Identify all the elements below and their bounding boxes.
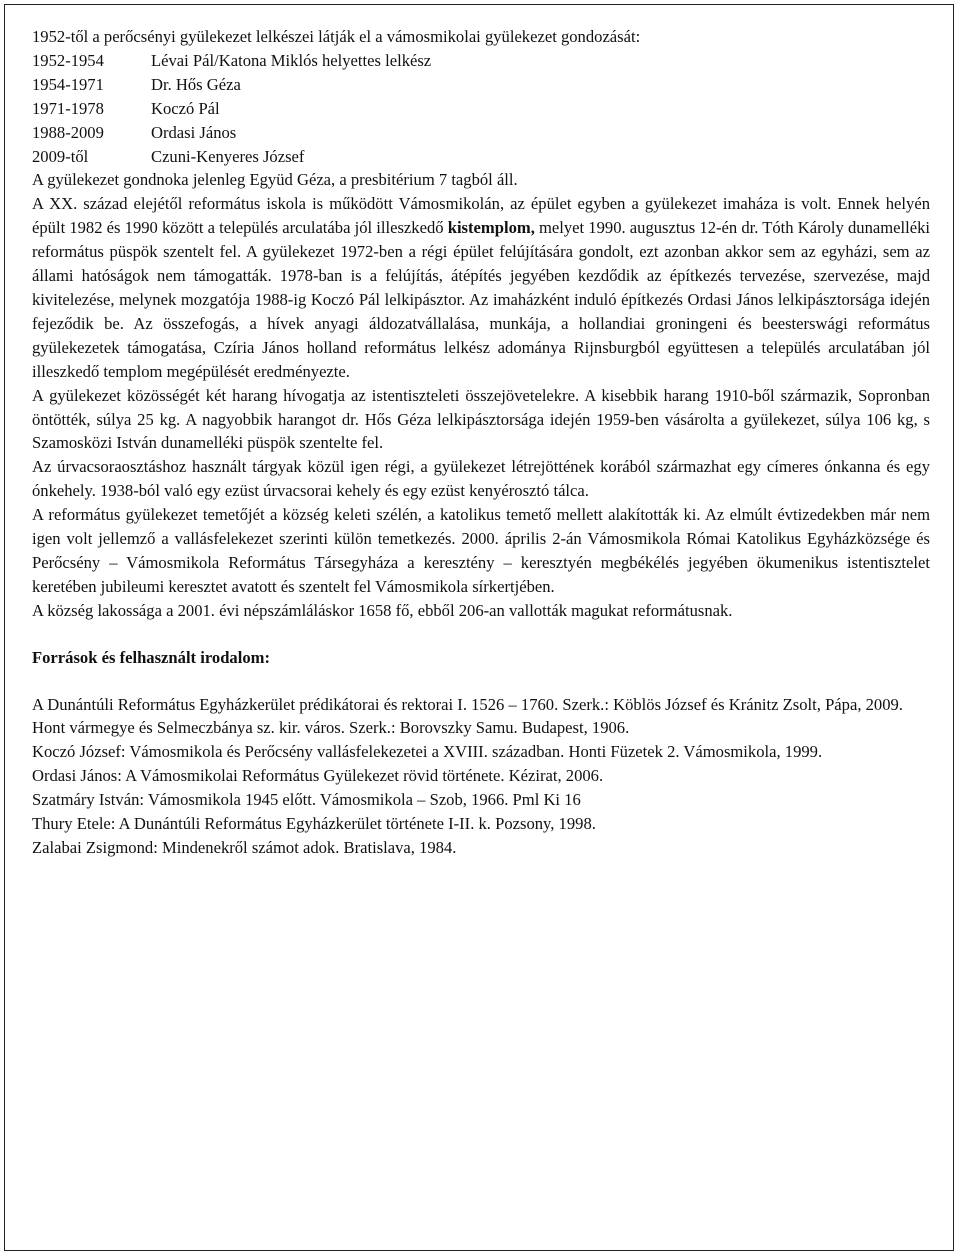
source-item: A Dunántúli Református Egyházkerület prédikátorai és rektorai I. 1526 – 1760. Szerk.: Köblös József és Kránitz Zsolt, Pápa, 2009.: [32, 694, 903, 714]
pastor-name: Ordasi János: [151, 122, 237, 142]
pastor-name: Koczó Pál: [151, 98, 220, 118]
cemetery-paragraph: A református gyülekezet temetőjét a község keleti szélén, a katolikus temető mellett alakították ki. Az elmúlt évtizedekben már nem igen volt jellemző a vallásfelekezet szerinti külön temetkezés. 2000. április 2-án Vámosmikola Római Katolikus Egyházközsége és Perőcsény – Vámosmikola Református Társegyháza a keresztény – keresztyén megbékélés jegyében ökumenikus istentisztelet keretében jubileumi keresztet avatott és szentelt fel Vámosmikola sírkertjében.: [32, 505, 930, 596]
pastor-years: 2009-től: [32, 146, 89, 166]
pastor-entry: [32, 145, 930, 169]
communion-paragraph: Az úrvacsoraosztáshoz használt tárgyak közül igen régi, a gyülekezet létrejöttének korából származhat egy címeres ónkanna és egy ónkehely. 1938-ból való egy ezüst úrvacsorai kehely és egy ezüst kenyérosztó tálca.: [32, 457, 930, 501]
pastor-name: Lévai Pál/Katona Miklós helyettes lelkész: [151, 50, 432, 70]
pastor-name: Dr. Hős Géza: [151, 74, 241, 94]
source-item: Thury Etele: A Dunántúli Református Egyházkerület története I-II. k. Pozsony, 1998.: [32, 814, 596, 834]
pastor-years: 1988-2009: [32, 122, 104, 142]
kistemplom-bold: kistemplom,: [447, 218, 535, 238]
source-item: Szatmáry István: Vámosmikola 1945 előtt. Vámosmikola – Szob, 1966. Pml Ki 16: [32, 790, 581, 810]
bells-paragraph: A gyülekezet közösségét két harang hívogatja az istentiszteleti összejövetelekre. A kisebbik harang 1910-ből származik, Sopronban öntötték, súlya 25 kg. A nagyobbik harangot dr. Hős Géza lelkipásztorsága idején 1959-ben vásárolta a gyülekezet, súlya 106 kg, s Szamosközi István dunamelléki püspök szentelte fel.: [32, 385, 930, 453]
pastor-name: Czuni-Kenyeres József: [151, 146, 305, 166]
pastor-years: 1952-1954: [32, 50, 104, 70]
pastor-years: 1971-1978: [32, 98, 104, 118]
sources-list: [32, 693, 930, 860]
school-text-end: melyet 1990. augusztus 12-én dr. Tóth Károly dunamelléki református püspök szentelt fel. A gyülekezet 1972-ben a régi épület felújítására gondolt, ezt azonban akkor sem az egyházi, sem az állami hatóságok nem támogatták. 1978-ban is a felújítás, átépítés jegyében kezdődik az építkezés tervezése, szervezése, majd kivitelezése, melynek mozgatója 1988-ig Koczó Pál lelkipásztor. Az imaházként induló építkezés Ordasi János lelkipásztorsága idején fejeződik be. Az összefogás, a hívek anyagi áldozatvállalása, munkája, a hollandiai groningeni és beesterswági református gyülekezetek támogatása, Czíria János holland református lelkész adománya Rijnsburgból együttesen a település arculatában jól illeszkedő templom megépülését eredményezte.: [32, 218, 930, 381]
pastor-entry: [32, 121, 930, 145]
sources-heading: Források és felhasznált irodalom:: [32, 647, 270, 667]
school-text-start: A XX. század elejétől református iskola is működött Vámosmikolán, az épület egyben a gyülekezet imaháza is volt. Ennek helyén épült 1982 és 1990 között a település arculatába jól illeszkedő: [32, 194, 930, 238]
document-body: [32, 25, 930, 860]
gondnok-line: A gyülekezet gondnoka jelenleg Együd Géza, a presbitérium 7 tagból áll.: [32, 170, 518, 190]
pastor-years: 1954-1971: [32, 74, 104, 94]
school-paragraph: [32, 192, 930, 383]
intro-line: 1952-től a perőcsényi gyülekezet lelkészei látják el a vámosmikolai gyülekezet gondozását:: [32, 27, 641, 46]
population-paragraph: A község lakossága a 2001. évi népszámláláskor 1658 fő, ebből 206-an vallották magukat reformátusnak.: [32, 600, 733, 620]
source-item: Hont vármegye és Selmeczbánya sz. kir. város. Szerk.: Borovszky Samu. Budapest, 1906.: [32, 718, 630, 738]
pastor-list: [32, 49, 930, 169]
pastor-entry: [32, 97, 930, 121]
pastor-entry: [32, 49, 930, 73]
source-item: Koczó József: Vámosmikola és Perőcsény vallásfelekezetei a XVIII. században. Honti Füzetek 2. Vámosmikola, 1999.: [32, 742, 823, 762]
source-item: Zalabai Zsigmond: Mindenekről számot adok. Bratislava, 1984.: [32, 838, 457, 857]
pastor-entry: [32, 73, 930, 97]
source-item: Ordasi János: A Vámosmikolai Református Gyülekezet rövid története. Kézirat, 2006.: [32, 766, 604, 786]
